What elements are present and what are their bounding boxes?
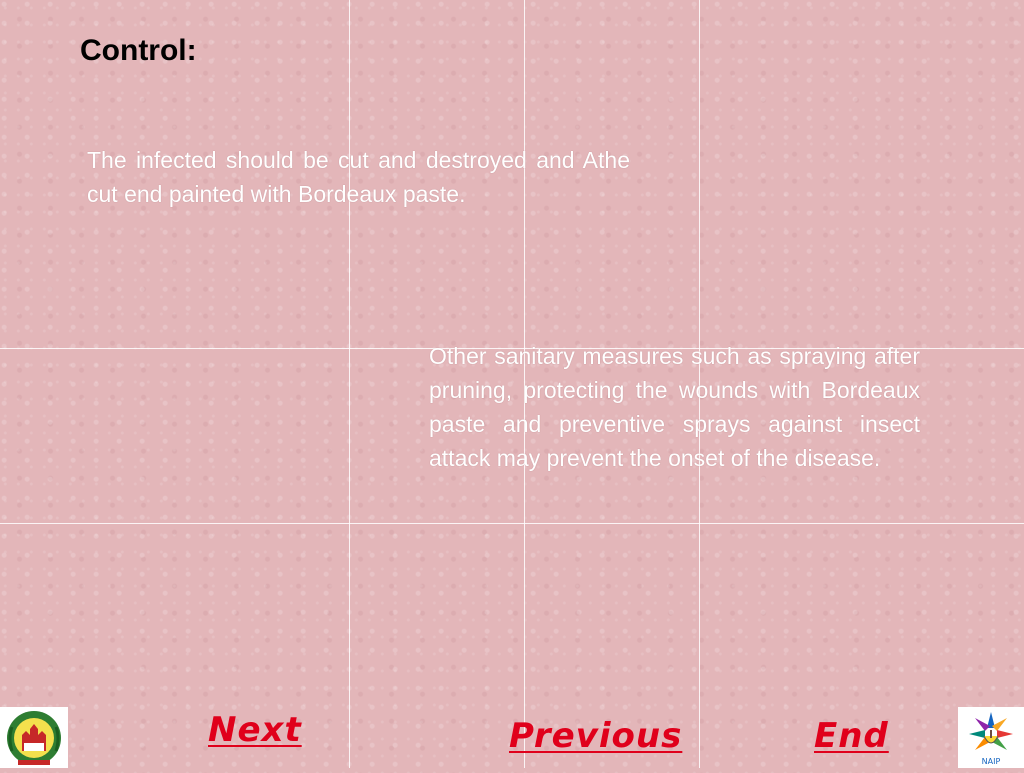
end-link[interactable]: End bbox=[814, 716, 889, 756]
naip-logo bbox=[958, 707, 1024, 768]
grid-line bbox=[0, 523, 1024, 524]
previous-link[interactable]: Previous bbox=[509, 716, 683, 756]
university-emblem-logo bbox=[0, 707, 68, 768]
naip-logo-text: NAIP bbox=[981, 757, 1001, 766]
control-paragraph-1: The infected should be cut and destroyed and Athe cut end painted with Bordeaux paste. bbox=[87, 147, 630, 207]
next-link[interactable]: Next bbox=[208, 710, 302, 750]
slide-title: Control: bbox=[80, 34, 197, 67]
grid-line bbox=[349, 0, 350, 768]
control-paragraph-2: Other sanitary measures such as spraying after pruning, protecting the wounds with Bordeaux paste and preventive sprays against insect attack may prevent the onset of the disease. bbox=[429, 343, 920, 471]
